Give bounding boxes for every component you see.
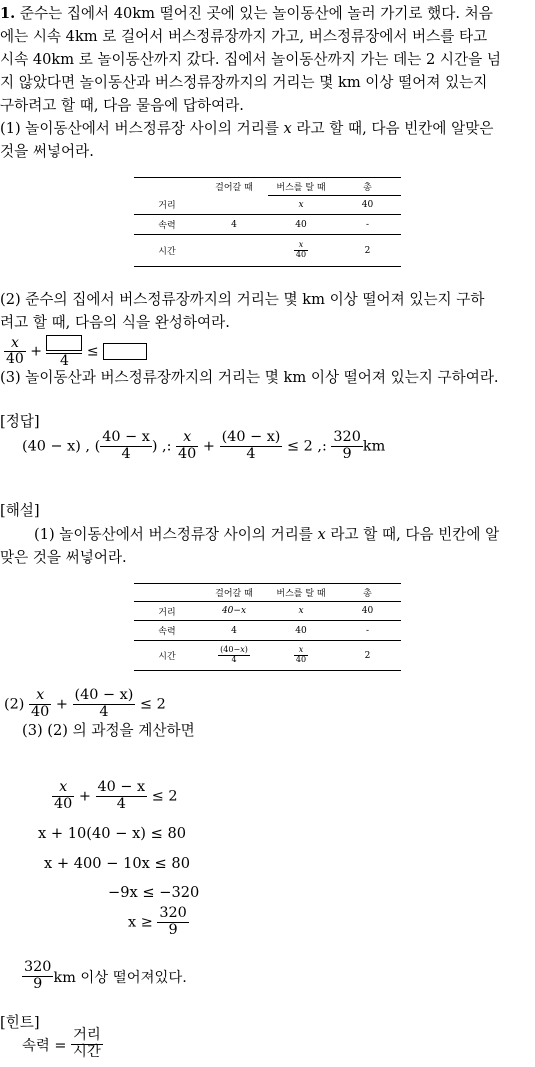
q1-line-2: 것을 써넣어라. [0, 143, 94, 160]
step1-fa-den: 40 [54, 795, 73, 812]
answer-frac1-num: 40 − x [102, 429, 150, 445]
q2-line-1: (2) 준수의 집에서 버스정류장까지의 거리는 몇 km 이상 떨어져 있는지 구하 [0, 291, 485, 308]
table1-header-3: 총 [334, 178, 401, 196]
problem-number: 1. [0, 5, 16, 22]
answer-frac3-num: (40 − x) [221, 429, 281, 445]
answer-part3: ≤ 2 ,: [287, 438, 332, 455]
step5-num: 320 [159, 905, 187, 921]
table2-cell-frac: $\frac{x}{40}$ [268, 641, 334, 671]
step-4: −9x ≤ −320 [108, 884, 200, 901]
q2-expr-den2: 4 [60, 353, 69, 370]
q2-expr-den1: 40 [6, 350, 24, 367]
answer-part2: ) ,: [151, 438, 177, 455]
step-2: x + 10(40 − x) ≤ 80 [38, 825, 187, 842]
hint-num: 거리 [73, 1027, 101, 1043]
exp-q2-plus: + [55, 696, 68, 713]
explanation-label: [해설] [0, 502, 40, 519]
exp-q1-var: x [317, 526, 326, 543]
q1-line-1 [0, 119, 493, 139]
exp-q2-fa-num: x [29, 688, 51, 705]
table-1 [134, 177, 401, 267]
exp-q1-line-1 [34, 525, 499, 545]
table2-cell: 거리 [134, 602, 200, 621]
table1-cell: 속력 [134, 215, 200, 235]
table1-cell: 거리 [158, 201, 176, 212]
exp-q2-expression [4, 688, 166, 721]
problem-line-1 [0, 4, 493, 24]
exp-q1-line-2: 맞은 것을 써넣어라. [0, 549, 127, 566]
problem-line-5: 구하려고 할 때, 다음 물음에 답하여라. [0, 97, 244, 114]
step-5 [128, 906, 189, 939]
table1-header-1: 걸어갈 때 [200, 178, 268, 196]
step1-fb-den: 4 [116, 795, 126, 812]
conclusion-den: 9 [33, 975, 43, 992]
table2-cell: x [268, 602, 334, 621]
step5-lhs: x ≥ [128, 914, 153, 931]
exp-q3-line: (3) (2) 의 과정을 계산하면 [22, 722, 195, 739]
q3-line: (3) 놀이동산과 버스정류장까지의 거리는 몇 km 이상 떨어져 있는지 구하여라. [0, 369, 499, 386]
step-1 [52, 780, 178, 813]
answer-frac2-num: x [176, 430, 198, 447]
table2-cell: 속력 [134, 621, 200, 641]
table2-cell-frac: $\frac{(40-x)}{4}$ [200, 641, 268, 671]
hint-formula [22, 1028, 103, 1061]
table2-header-0 [134, 584, 200, 602]
step-3: x + 400 − 10x ≤ 80 [44, 855, 190, 872]
table1-header-0 [134, 178, 200, 196]
answer-plus: + [202, 438, 215, 455]
exp-q2-fb-num: (40 − x) [74, 687, 134, 703]
exp-q1-prefix: (1) 놀이동산에서 버스정류장 사이의 거리를 [34, 526, 313, 543]
exp-q2-rhs: ≤ 2 [139, 696, 166, 713]
table1-cell-frac: $\frac{x}{40}$ [268, 235, 334, 267]
answer-blank-1[interactable] [46, 335, 82, 351]
table-2 [134, 583, 401, 671]
conclusion-num: 320 [24, 959, 52, 975]
table1-cell: 시간 [134, 235, 200, 267]
problem-text-1: 준수는 집에서 40km 떨어진 곳에 있는 놀이동산에 놀러 가기로 했다. 처음 [19, 5, 493, 22]
exp-q2-prefix: (2) [4, 696, 25, 713]
answer-unit: km [362, 438, 386, 455]
q2-expr-plus: + [30, 343, 43, 360]
q2-expr-leq: ≤ [86, 343, 99, 360]
step1-fa-num: x [52, 780, 74, 797]
answer-blank-2[interactable] [103, 343, 147, 360]
step1-plus: + [78, 788, 91, 805]
hint-label: [힌트] [0, 1014, 40, 1031]
answer-expression [22, 430, 385, 463]
step1-rhs: ≤ 2 [151, 788, 178, 805]
q1-prefix: (1) 놀이동산에서 버스정류장 사이의 거리를 [0, 120, 279, 137]
exp-q2-fb-den: 4 [99, 703, 109, 720]
table1-cell: 40 [268, 215, 334, 235]
problem-line-2: 에는 시속 4km 로 걸어서 버스정류장까지 가고, 버스정류장에서 버스를 타고 [0, 28, 488, 45]
answer-frac4-num: 320 [333, 429, 361, 445]
step5-den: 9 [168, 921, 178, 938]
table2-cell: - [334, 621, 401, 641]
table1-cell: 40 [334, 196, 401, 215]
table1-cell: x [268, 196, 334, 215]
answer-frac3-den: 4 [246, 445, 256, 462]
hint-den: 시간 [73, 1043, 101, 1060]
exp-q1-suffix: 라고 할 때, 다음 빈칸에 알 [330, 526, 500, 543]
answer-part1: (40 − x) , ( [22, 438, 101, 455]
q2-expr-var: x [4, 336, 26, 352]
table2-cell: 2 [334, 641, 401, 671]
table2-header-2: 버스를 탈 때 [268, 584, 334, 602]
q1-suffix: 라고 할 때, 다음 빈칸에 알맞은 [296, 120, 494, 137]
table1-cell: 2 [334, 235, 401, 267]
table1-header-2: 버스를 탈 때 [268, 178, 334, 196]
conclusion-text: km 이상 떨어져있다. [53, 969, 187, 986]
table2-cell: 시간 [134, 641, 200, 671]
hint-lhs: 속력 = [22, 1037, 67, 1054]
table2-header-1: 걸어갈 때 [200, 584, 268, 602]
answer-frac1-den: 4 [121, 445, 131, 462]
exp-q2-fa-den: 40 [30, 703, 50, 720]
problem-line-4: 지 않았다면 놀이동산과 버스정류장까지의 거리는 몇 km 이상 떨어져 있는지 [0, 74, 488, 91]
table1-cell: - [334, 215, 401, 235]
q2-line-2: 려고 할 때, 다음의 식을 완성하여라. [0, 314, 230, 331]
answer-label: [정답] [0, 413, 40, 430]
conclusion [22, 960, 187, 993]
table1-cell [200, 235, 268, 267]
step1-fb-num: 40 − x [97, 779, 146, 795]
table2-cell: 40 [334, 602, 401, 621]
q1-var: x [283, 120, 292, 137]
answer-frac4-den: 9 [342, 445, 352, 462]
table2-header-3: 총 [334, 584, 401, 602]
answer-frac2-den: 40 [178, 445, 197, 462]
table1-cell: 4 [200, 215, 268, 235]
problem-line-3: 시속 40km 로 놀이동산까지 갔다. 집에서 놀이동산까지 가는 데는 2 시간을 넘 [0, 51, 501, 68]
table2-cell: 4 [200, 621, 268, 641]
table1-cell [200, 196, 268, 215]
table2-cell: 40−x [200, 602, 268, 621]
table2-cell: 40 [268, 621, 334, 641]
q2-expression [4, 333, 147, 370]
